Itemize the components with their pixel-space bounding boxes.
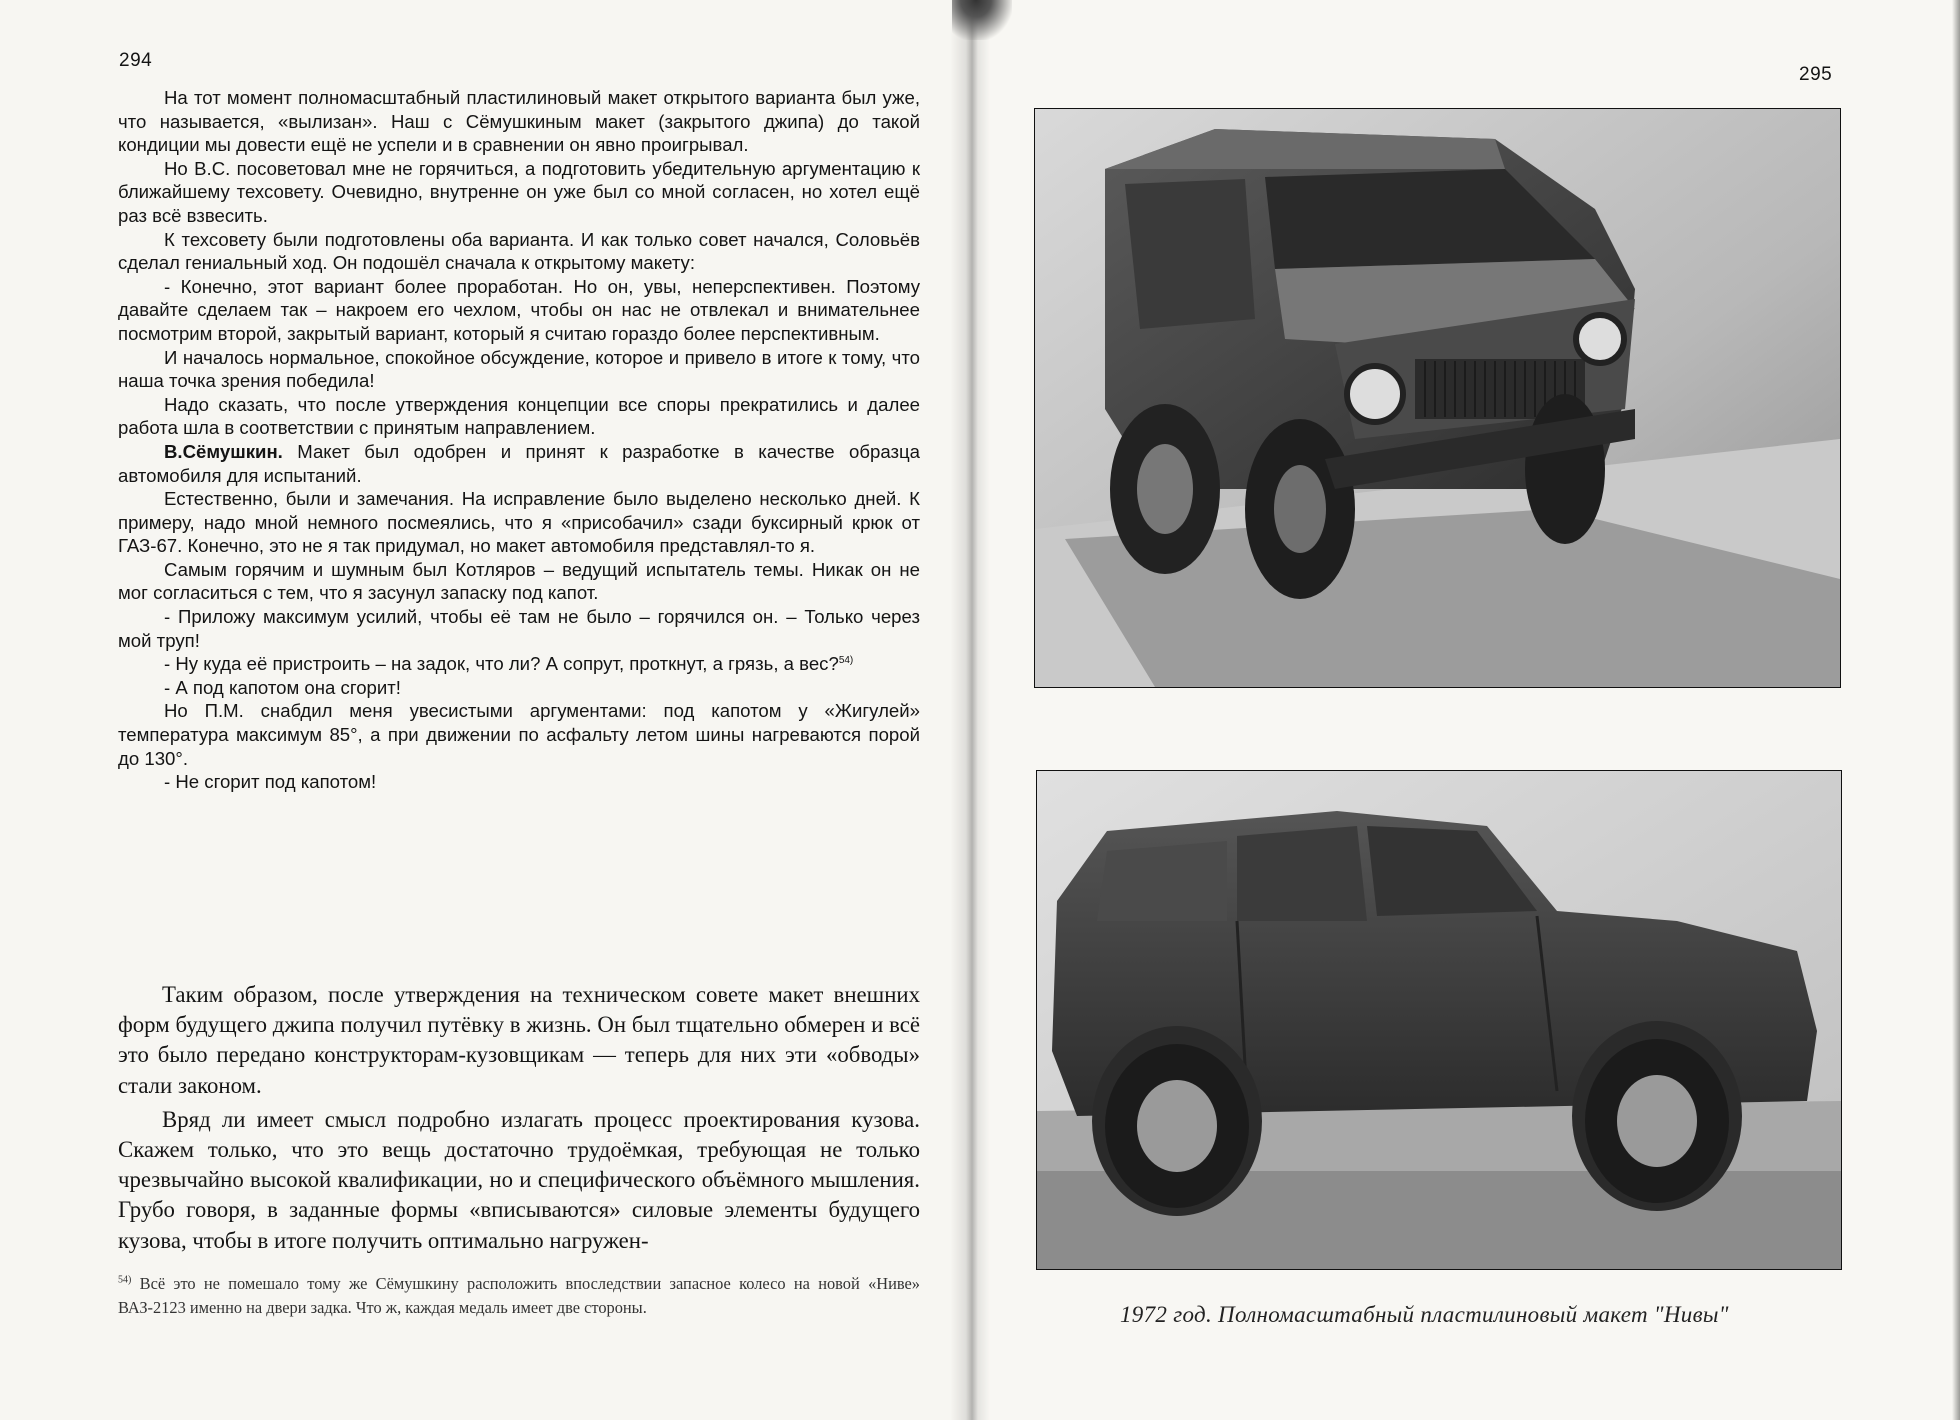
page-edge	[1952, 0, 1960, 1420]
paragraph: На тот момент полномасштабный пластилиновый макет открытого варианта был уже, что называется, «вылизан». Наш с Сёмушкиным макет (закрытого джипа) до такой кондиции мы довести ещё не успели и в сравнении он явно проигрывал.	[118, 87, 920, 156]
paragraph: Но В.С. посоветовал мне не горячиться, а подготовить убедительную аргументацию к ближайшему техсовету. Очевидно, внутренне он уже был со мной согласен, но хотел ещё раз всё взвесить.	[118, 157, 920, 226]
paragraph: К техсовету были подготовлены оба варианта. И как только совет начался, Соловьёв сделал гениальный ход. Он подошёл сначала к открытому макету:	[118, 228, 920, 274]
footnote	[118, 1272, 920, 1320]
paragraph: - А под капотом она сгорит!	[164, 676, 401, 698]
photo-clay-model-side	[1036, 770, 1842, 1270]
page-number-right: 295	[1799, 64, 1833, 85]
dialog-paragraph	[118, 652, 920, 676]
page-number-left: 294	[119, 50, 153, 71]
paragraph: - Конечно, этот вариант более проработан. Но он, увы, неперспективен. Поэтому давайте сделаем так – накроем его чехлом, чтобы он нас не отвлекал и внимательнее посмотрим второй, закрытый вариант, который я считаю гораздо более перспективным.	[118, 275, 920, 344]
paragraph: Самым горячим и шумным был Котляров – ведущий испытатель темы. Никак он не мог согласиться с тем, что я засунул запаску под капот.	[118, 558, 920, 604]
paragraph: Таким образом, после утверждения на техническом совете макет внешних форм будущего джипа получил путёвку в жизнь. Он был тщательно обмерен и всё это было передано конструкторам-кузовщикам — теперь для них эти «обводы» стали законом.	[118, 982, 920, 1098]
speaker-text: Макет был одобрен и принят к разработке в качестве образца автомобиля для испытаний.	[118, 440, 920, 486]
footnote-mark: 54)	[118, 1274, 132, 1286]
paragraph: Естественно, были и замечания. На исправление было выделено несколько дней. К примеру, надо мной немного посмеялись, что я «присобачил» сзади буксирный крюк от ГАЗ-67. Конечно, это не я так придумал, но макет автомобиля представлял-то я.	[118, 488, 920, 557]
speaker-name: В.Сёмушкин.	[164, 440, 283, 462]
dialog-text: - Ну куда её пристроить – на задок, что ли? А сопрут, проткнут, а грязь, а вес?	[164, 653, 839, 675]
paragraph: - Не сгорит под капотом!	[164, 771, 377, 793]
footnote-text-line	[118, 1272, 920, 1320]
footnote-text: Всё это не помешало тому же Сёмушкину расположить впоследствии запасное колесо на новой «Ниве» ВАЗ-2123 именно на двери задка. Что ж, каждая медаль имеет две стороны.	[118, 1274, 920, 1317]
footnote-reference: 54)	[838, 655, 854, 667]
speaker-paragraph	[118, 440, 920, 487]
car-front-illustration	[1035, 109, 1840, 687]
paragraph: Надо сказать, что после утверждения концепции все споры прекратились и далее работа шла в соответствии с принятым направлением.	[118, 393, 920, 439]
book-gutter	[950, 0, 990, 1420]
paragraph: Вряд ли имеет смысл подробно излагать процесс проектирования кузова. Скажем только, что это вещь достаточно трудоёмкая, требующая не только чрезвычайно высокой квалификации, но и специфического объёмного мышления. Грубо говоря, в заданные формы «вписываются» силовые элементы будущего кузова, чтобы в итоге получить оптимально нагружен-	[118, 1106, 920, 1253]
paragraph: Но П.М. снабдил меня увесистыми аргументами: под капотом у «Жигулей» температура максимум 85°, а при движении по асфальту летом шины нагреваются порой до 130°.	[118, 700, 920, 769]
car-side-illustration	[1037, 771, 1841, 1269]
paragraph: И началось нормальное, спокойное обсуждение, которое и привело в итоге к тому, что наша точка зрения победила!	[118, 346, 920, 392]
narrative-text	[118, 980, 920, 1260]
scan-shadow	[952, 0, 1012, 40]
paragraph: - Приложу максимум усилий, чтобы её там не было – горячился он. – Только через мой труп!	[118, 606, 920, 651]
memoir-text	[118, 86, 920, 794]
photo-clay-model-front	[1034, 108, 1841, 688]
photo-caption: 1972 год. Полномасштабный пластилиновый макет "Нивы"	[1120, 1302, 1729, 1327]
